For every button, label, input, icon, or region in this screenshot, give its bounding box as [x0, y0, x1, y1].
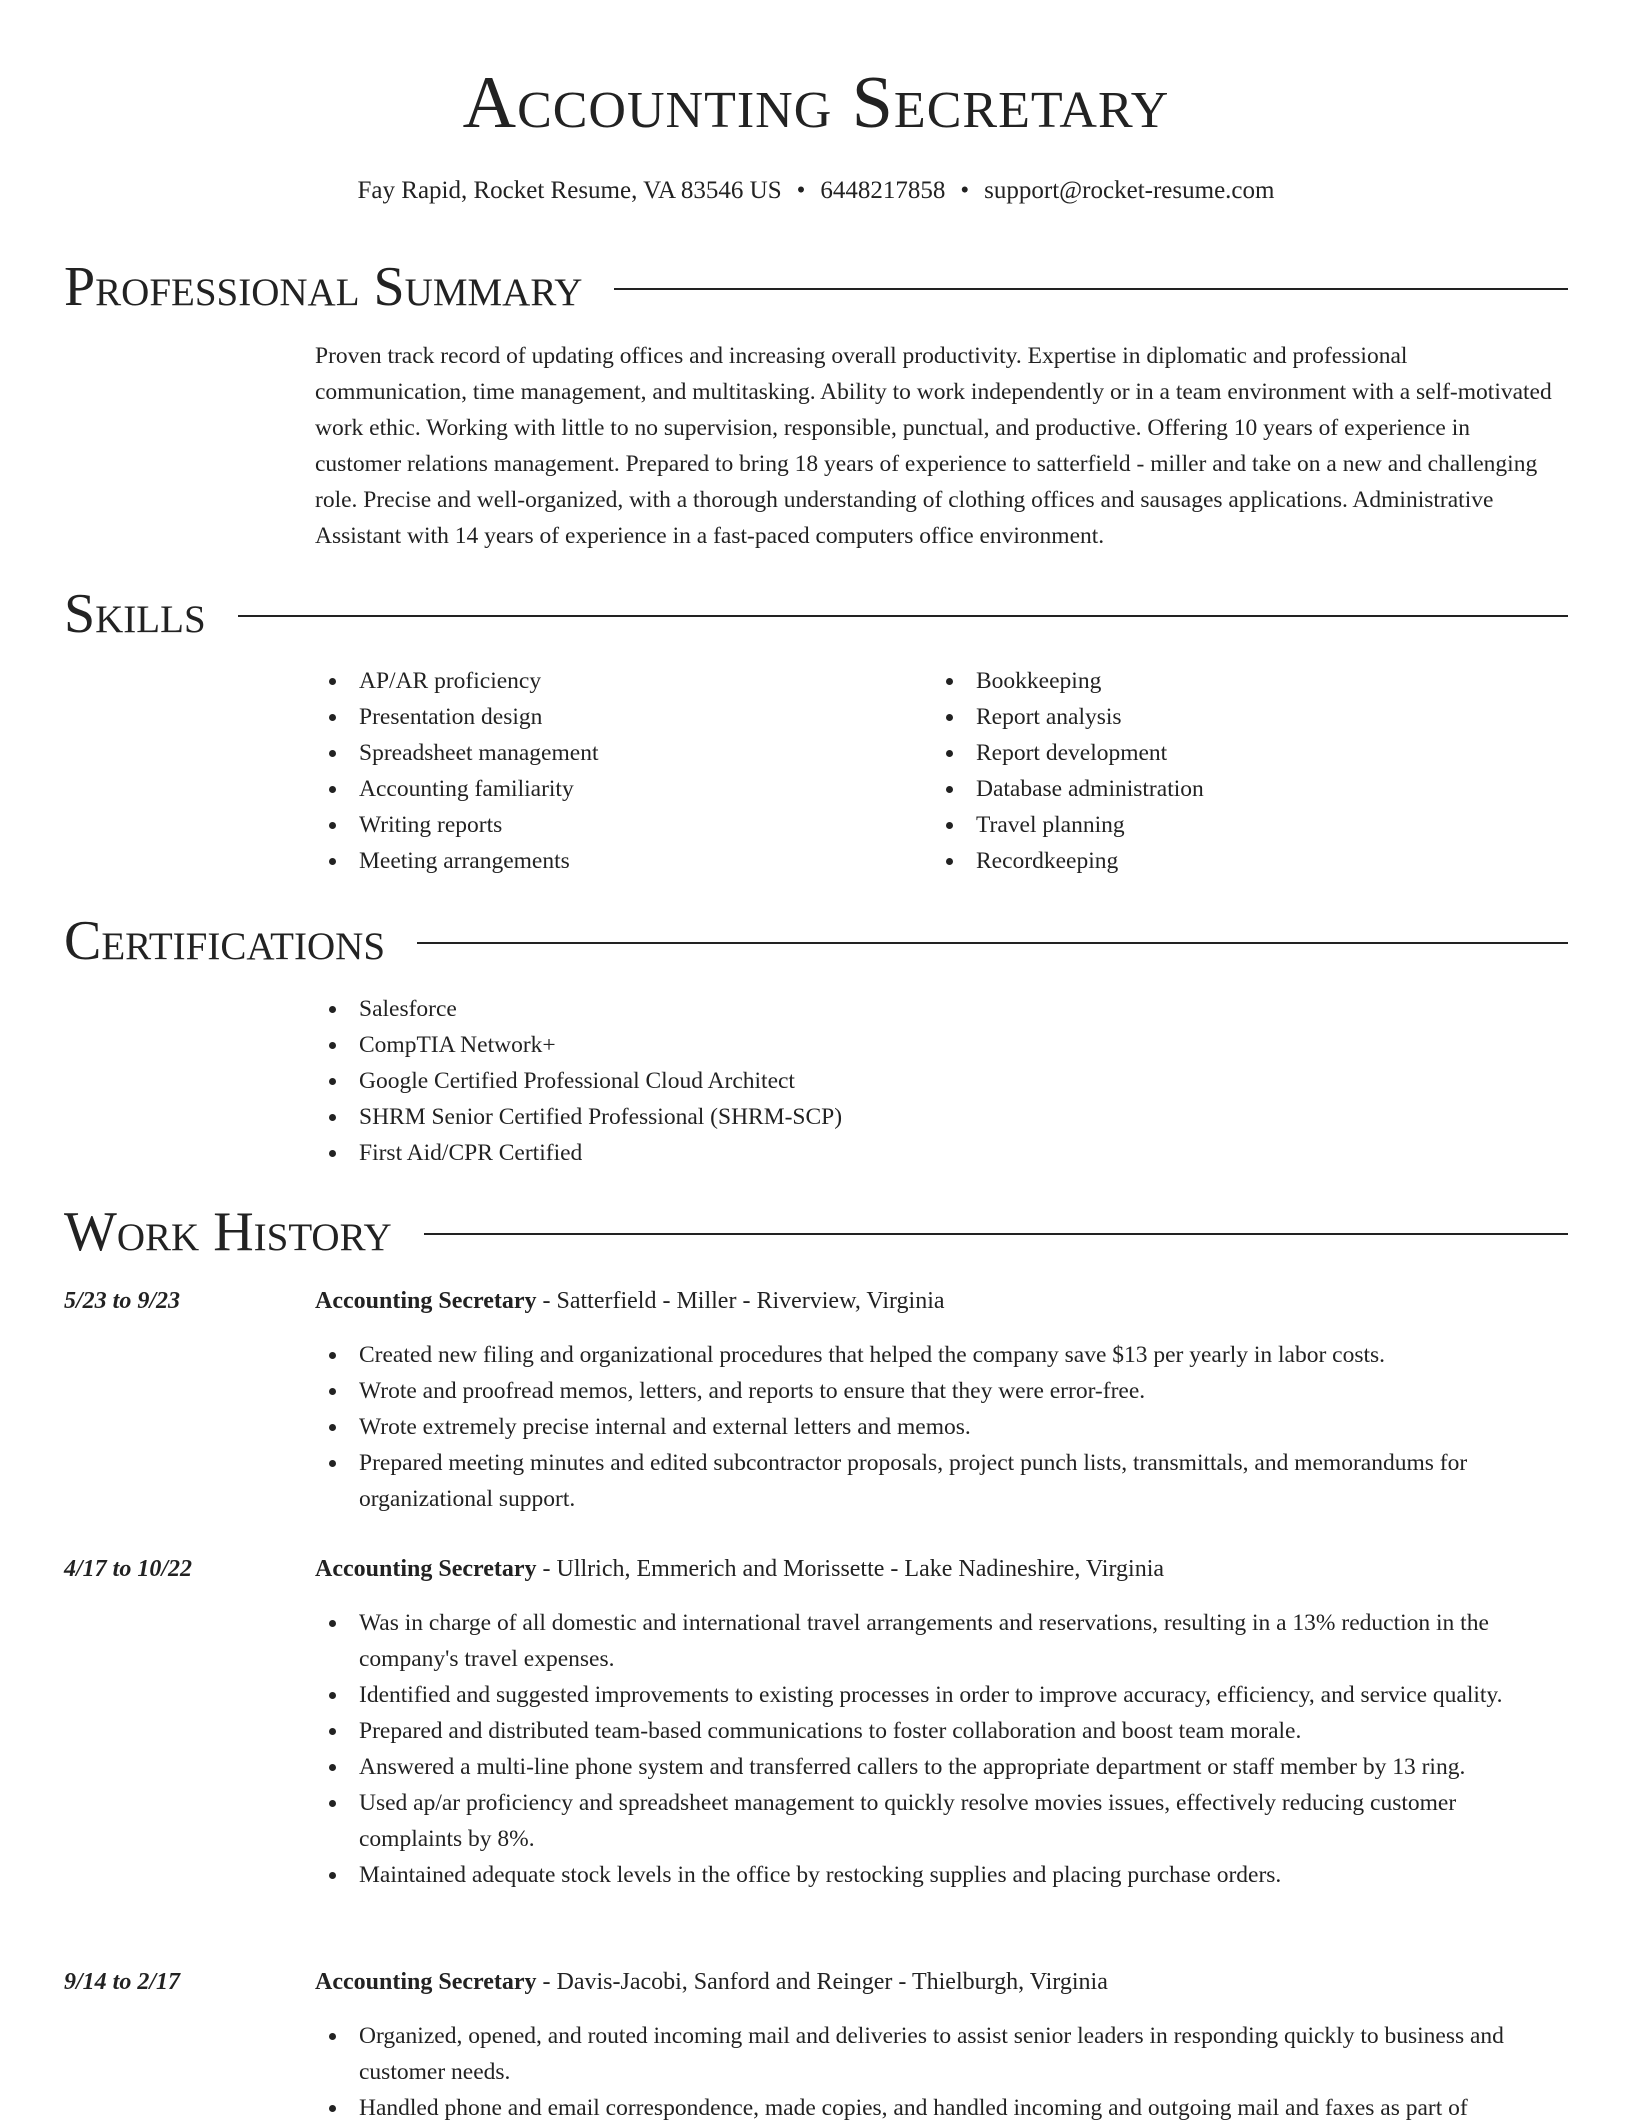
certifications-heading: Certifications	[64, 910, 386, 972]
contact-separator: •	[960, 177, 970, 204]
list-item	[315, 1135, 1555, 1171]
bullet-icon	[329, 1764, 336, 1771]
job-bullet-list	[315, 1337, 1560, 1517]
job-dates: 9/14 to 2/17	[64, 1969, 181, 1995]
list-item-text: Presentation design	[359, 704, 543, 730]
section-divider	[238, 615, 1568, 617]
bullet-icon	[329, 1460, 336, 1467]
job-title-line	[315, 1551, 1164, 1587]
job-title-line	[315, 1964, 1108, 2000]
list-item	[315, 735, 875, 771]
job-dates: 5/23 to 9/23	[64, 1288, 181, 1314]
bullet-icon	[946, 714, 953, 721]
list-item	[315, 1063, 1555, 1099]
list-item	[315, 1785, 1565, 1857]
bullet-icon	[329, 1006, 336, 1013]
section-divider	[417, 942, 1568, 944]
list-item	[315, 663, 875, 699]
bullet-icon	[946, 678, 953, 685]
job-title-line	[315, 1283, 945, 1319]
bullet-icon	[329, 822, 336, 829]
list-item-text: Used ap/ar proficiency and spreadsheet management to quickly resolve movies issues, effectively reducing customer complaints by 8%.	[359, 1790, 1457, 1852]
bullet-icon	[329, 1424, 336, 1431]
bullet-icon	[329, 1728, 336, 1735]
list-item	[315, 843, 875, 879]
list-item	[315, 2018, 1560, 2090]
bullet-icon	[329, 1692, 336, 1699]
job-employer: - Ullrich, Emmerich and Morissette - Lake Nadineshire, Virginia	[536, 1556, 1165, 1582]
list-item	[315, 991, 1555, 1027]
bullet-icon	[329, 1114, 336, 1121]
job-employer: - Davis-Jacobi, Sanford and Reinger - Thielburgh, Virginia	[536, 1969, 1108, 1995]
list-item	[315, 1337, 1560, 1373]
bullet-icon	[329, 714, 336, 721]
page-title: Accounting Secretary	[462, 62, 1170, 144]
bullet-icon	[329, 1872, 336, 1879]
list-item	[315, 807, 875, 843]
skills-heading: Skills	[64, 583, 206, 645]
list-item-text: Google Certified Professional Cloud Architect	[359, 1068, 795, 1094]
contact-separator: •	[796, 177, 806, 204]
list-item-text: Wrote extremely precise internal and external letters and memos.	[359, 1414, 971, 1440]
bullet-icon	[329, 1800, 336, 1807]
list-item-text: Recordkeeping	[976, 848, 1119, 874]
list-item-text: Accounting familiarity	[359, 776, 574, 802]
list-item-text: Bookkeeping	[976, 668, 1102, 694]
list-item-text: Database administration	[976, 776, 1204, 802]
list-item-text: Maintained adequate stock levels in the office by restocking supplies and placing purchase orders.	[359, 1862, 1282, 1888]
bullet-icon	[946, 858, 953, 865]
bullet-icon	[329, 1078, 336, 1085]
bullet-icon	[329, 2105, 336, 2112]
list-item-text: Salesforce	[359, 996, 457, 1022]
list-item-text: Travel planning	[976, 812, 1125, 838]
work-heading: Work History	[64, 1201, 392, 1263]
list-item-text: CompTIA Network+	[359, 1032, 556, 1058]
bullet-icon	[946, 786, 953, 793]
bullet-icon	[329, 1352, 336, 1359]
list-item	[315, 1373, 1560, 1409]
bullet-icon	[329, 1620, 336, 1627]
contact-address: Fay Rapid, Rocket Resume, VA 83546 US	[357, 177, 782, 204]
list-item	[315, 1099, 1555, 1135]
job-bullet-list	[315, 2018, 1560, 2126]
list-item-text: Writing reports	[359, 812, 503, 838]
bullet-icon	[329, 1042, 336, 1049]
job-role: Accounting Secretary	[315, 1288, 537, 1314]
section-divider	[614, 288, 1568, 290]
list-item	[932, 843, 1552, 879]
list-item	[315, 2090, 1560, 2126]
work-section-header	[64, 1197, 1568, 1267]
certifications-list	[315, 991, 1555, 1171]
bullet-icon	[946, 822, 953, 829]
list-item-text: Was in charge of all domestic and international travel arrangements and reservations, resulting in a 13% reduction in the company's travel expenses.	[359, 1610, 1489, 1672]
list-item-text: First Aid/CPR Certified	[359, 1140, 583, 1166]
list-item	[315, 1749, 1565, 1785]
list-item	[932, 807, 1552, 843]
list-item	[315, 1713, 1565, 1749]
skills-list-right	[932, 663, 1552, 879]
summary-text: Proven track record of updating offices and increasing overall productivity. Expertise in diplomatic and professional communication, time management, and multitasking. Ability to work independently or in a team environment with a self-motivated work ethic. Working with little to no supervision, responsible, punctual, and productive. Offering 10 years of experience in customer relations management. Prepared to bring 18 years of experience to satterfield - miller and take on a new and challenging role. Precise and well-organized, with a thorough understanding of clothing offices and sausages applications. Administrative Assistant with 14 years of experience in a fast-paced computers office environment.	[315, 343, 1552, 549]
list-item-text: Prepared meeting minutes and edited subcontractor proposals, project punch lists, transmittals, and memorandums for organizational support.	[359, 1450, 1468, 1512]
job-dates: 4/17 to 10/22	[64, 1556, 193, 1582]
bullet-icon	[946, 750, 953, 757]
list-item-text: AP/AR proficiency	[359, 668, 542, 694]
bullet-icon	[329, 858, 336, 865]
bullet-icon	[329, 2033, 336, 2040]
summary-heading: Professional Summary	[64, 256, 583, 318]
list-item-text: Identified and suggested improvements to existing processes in order to improve accuracy, efficiency, and service quality.	[359, 1682, 1503, 1708]
list-item	[315, 1857, 1565, 1893]
list-item	[932, 771, 1552, 807]
job-bullet-list	[315, 1605, 1565, 1893]
list-item-text: Handled phone and email correspondence, made copies, and handled incoming and outgoing mail and faxes as part of	[359, 2095, 1468, 2121]
list-item	[932, 663, 1552, 699]
certifications-section-header	[64, 906, 1568, 976]
bullet-icon	[329, 786, 336, 793]
job-role: Accounting Secretary	[315, 1556, 537, 1582]
job-employer: - Satterfield - Miller - Riverview, Virginia	[536, 1288, 945, 1314]
list-item-text: Spreadsheet management	[359, 740, 599, 766]
skills-section-header	[64, 579, 1568, 649]
list-item-text: Answered a multi-line phone system and transferred callers to the appropriate department or staff member by 13 ring.	[359, 1754, 1466, 1780]
bullet-icon	[329, 678, 336, 685]
list-item	[315, 1445, 1560, 1517]
list-item	[932, 735, 1552, 771]
contact-email: support@rocket-resume.com	[984, 177, 1275, 204]
list-item-text: Report analysis	[976, 704, 1122, 730]
list-item	[315, 1677, 1565, 1713]
bullet-icon	[329, 1150, 336, 1157]
list-item-text: Prepared and distributed team-based communications to foster collaboration and boost team morale.	[359, 1718, 1302, 1744]
list-item-text: Meeting arrangements	[359, 848, 570, 874]
list-item	[315, 1027, 1555, 1063]
skills-list-left	[315, 663, 875, 879]
list-item-text: Report development	[976, 740, 1168, 766]
bullet-icon	[329, 1388, 336, 1395]
list-item-text: Wrote and proofread memos, letters, and reports to ensure that they were error-free.	[359, 1378, 1146, 1404]
list-item	[315, 1605, 1565, 1677]
list-item-text: Created new filing and organizational procedures that helped the company save $13 per yearly in labor costs.	[359, 1342, 1386, 1368]
list-item	[315, 699, 875, 735]
list-item	[932, 699, 1552, 735]
job-role: Accounting Secretary	[315, 1969, 537, 1995]
summary-section-header	[64, 252, 1568, 322]
list-item	[315, 771, 875, 807]
list-item-text: SHRM Senior Certified Professional (SHRM-SCP)	[359, 1104, 843, 1130]
list-item-text: Organized, opened, and routed incoming mail and deliveries to assist senior leaders in responding quickly to business and customer needs.	[359, 2023, 1504, 2085]
contact-line	[0, 174, 1632, 208]
list-item	[315, 1409, 1560, 1445]
bullet-icon	[329, 750, 336, 757]
section-divider	[424, 1233, 1568, 1235]
contact-phone: 6448217858	[820, 177, 946, 204]
